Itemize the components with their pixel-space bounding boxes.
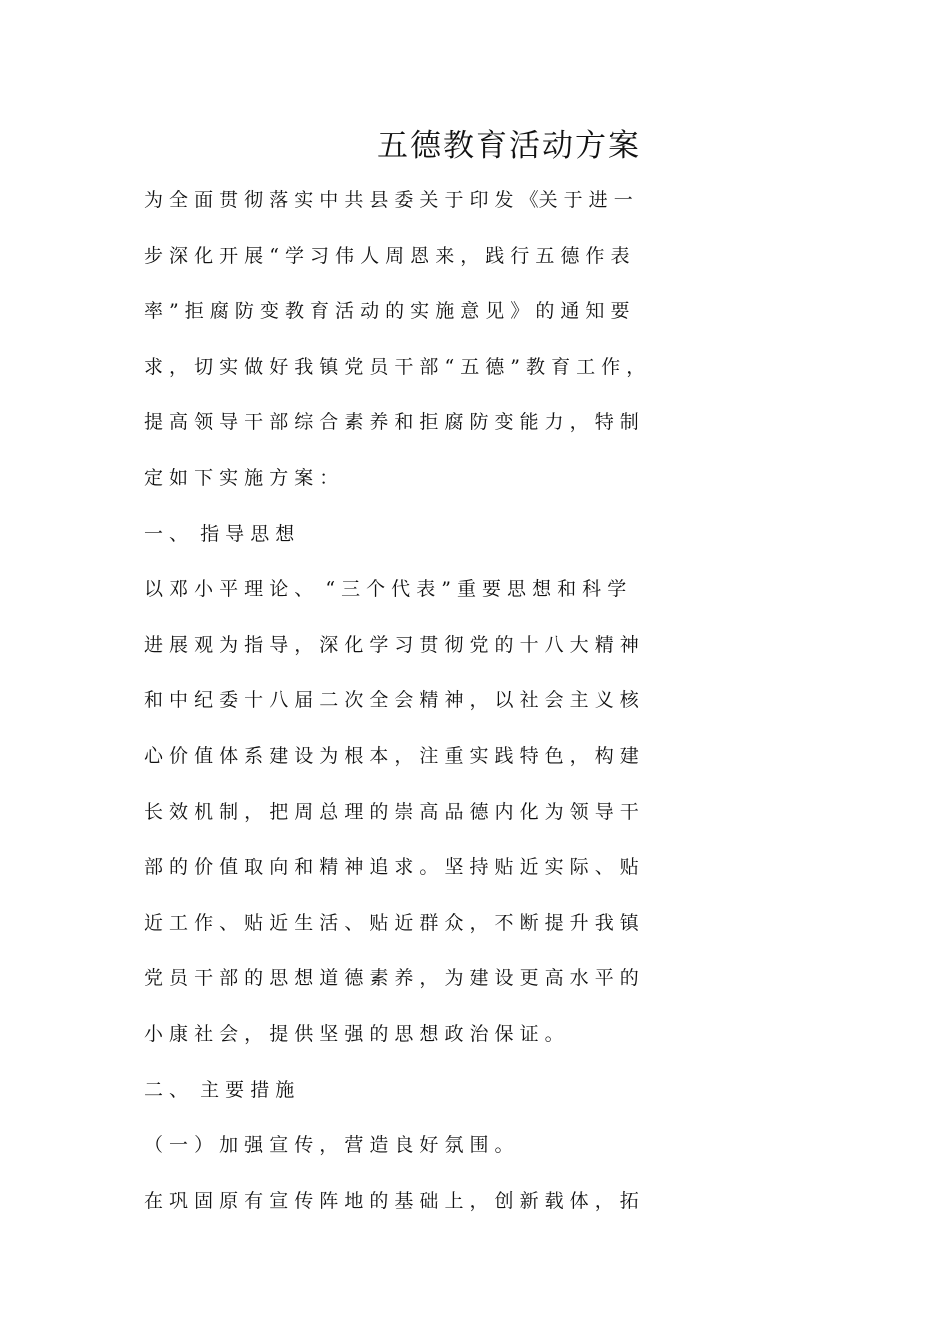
text-line: 提 高 领 导 干 部 综 合 素 养 和 拒 腐 防 变 能 力 ， 特 制 (144, 411, 639, 434)
text-line: 近 工 作 、 贴 近 生 活 、 贴 近 群 众 ， 不 断 提 升 我 镇 (144, 911, 639, 934)
text-line: 进 展 观 为 指 导 ， 深 化 学 习 贯 彻 党 的 十 八 大 精 神 (144, 633, 639, 656)
text-line: 率 ” 拒 腐 防 变 教 育 活 动 的 实 施 意 见 》 的 通 知 要 (144, 300, 630, 323)
text-line: 部 的 价 值 取 向 和 精 神 追 求 。 坚 持 贴 近 实 际 、 贴 (144, 856, 639, 879)
document-body (144, 176, 844, 1232)
text-line: 以 邓 小 平 理 论 、 “ 三 个 代 表 ” 重 要 思 想 和 科 学 (144, 578, 627, 601)
document-title: 五德教育活动方案 (377, 128, 641, 164)
text-line: 小 康 社 会 ， 提 供 坚 强 的 思 想 政 治 保 证 。 (144, 1022, 564, 1045)
text-line: 定 如 下 实 施 方 案 ： (144, 466, 339, 489)
text-line: 党 员 干 部 的 思 想 道 德 素 养 ， 为 建 设 更 高 水 平 的 (144, 967, 639, 990)
section-heading: 二 、 主 要 措 施 (144, 1078, 295, 1101)
section-heading: 一 、 指 导 思 想 (144, 522, 295, 545)
text-line: 求 ， 切 实 做 好 我 镇 党 员 干 部 “ 五 德 ” 教 育 工 作 ， (144, 355, 646, 378)
text-line: 长 效 机 制 ， 把 周 总 理 的 崇 高 品 德 内 化 为 领 导 干 (144, 800, 639, 823)
text-line: 和 中 纪 委 十 八 届 二 次 全 会 精 神 ， 以 社 会 主 义 核 (144, 689, 639, 712)
text-line: 心 价 值 体 系 建 设 为 根 本 ， 注 重 实 践 特 色 ， 构 建 (144, 744, 639, 767)
text-line: 步 深 化 开 展 “ 学 习 伟 人 周 恩 来 ， 践 行 五 德 作 表 (144, 244, 630, 267)
text-line: 为 全 面 贯 彻 落 实 中 共 县 委 关 于 印 发 《关 于 进 一 (144, 189, 633, 211)
text-line: 在 巩 固 原 有 宣 传 阵 地 的 基 础 上 ， 创 新 载 体 ， 拓 (144, 1189, 639, 1212)
subsection-heading: （ 一 ） 加 强 宣 传 ， 营 造 良 好 氛 围 。 (144, 1134, 514, 1157)
